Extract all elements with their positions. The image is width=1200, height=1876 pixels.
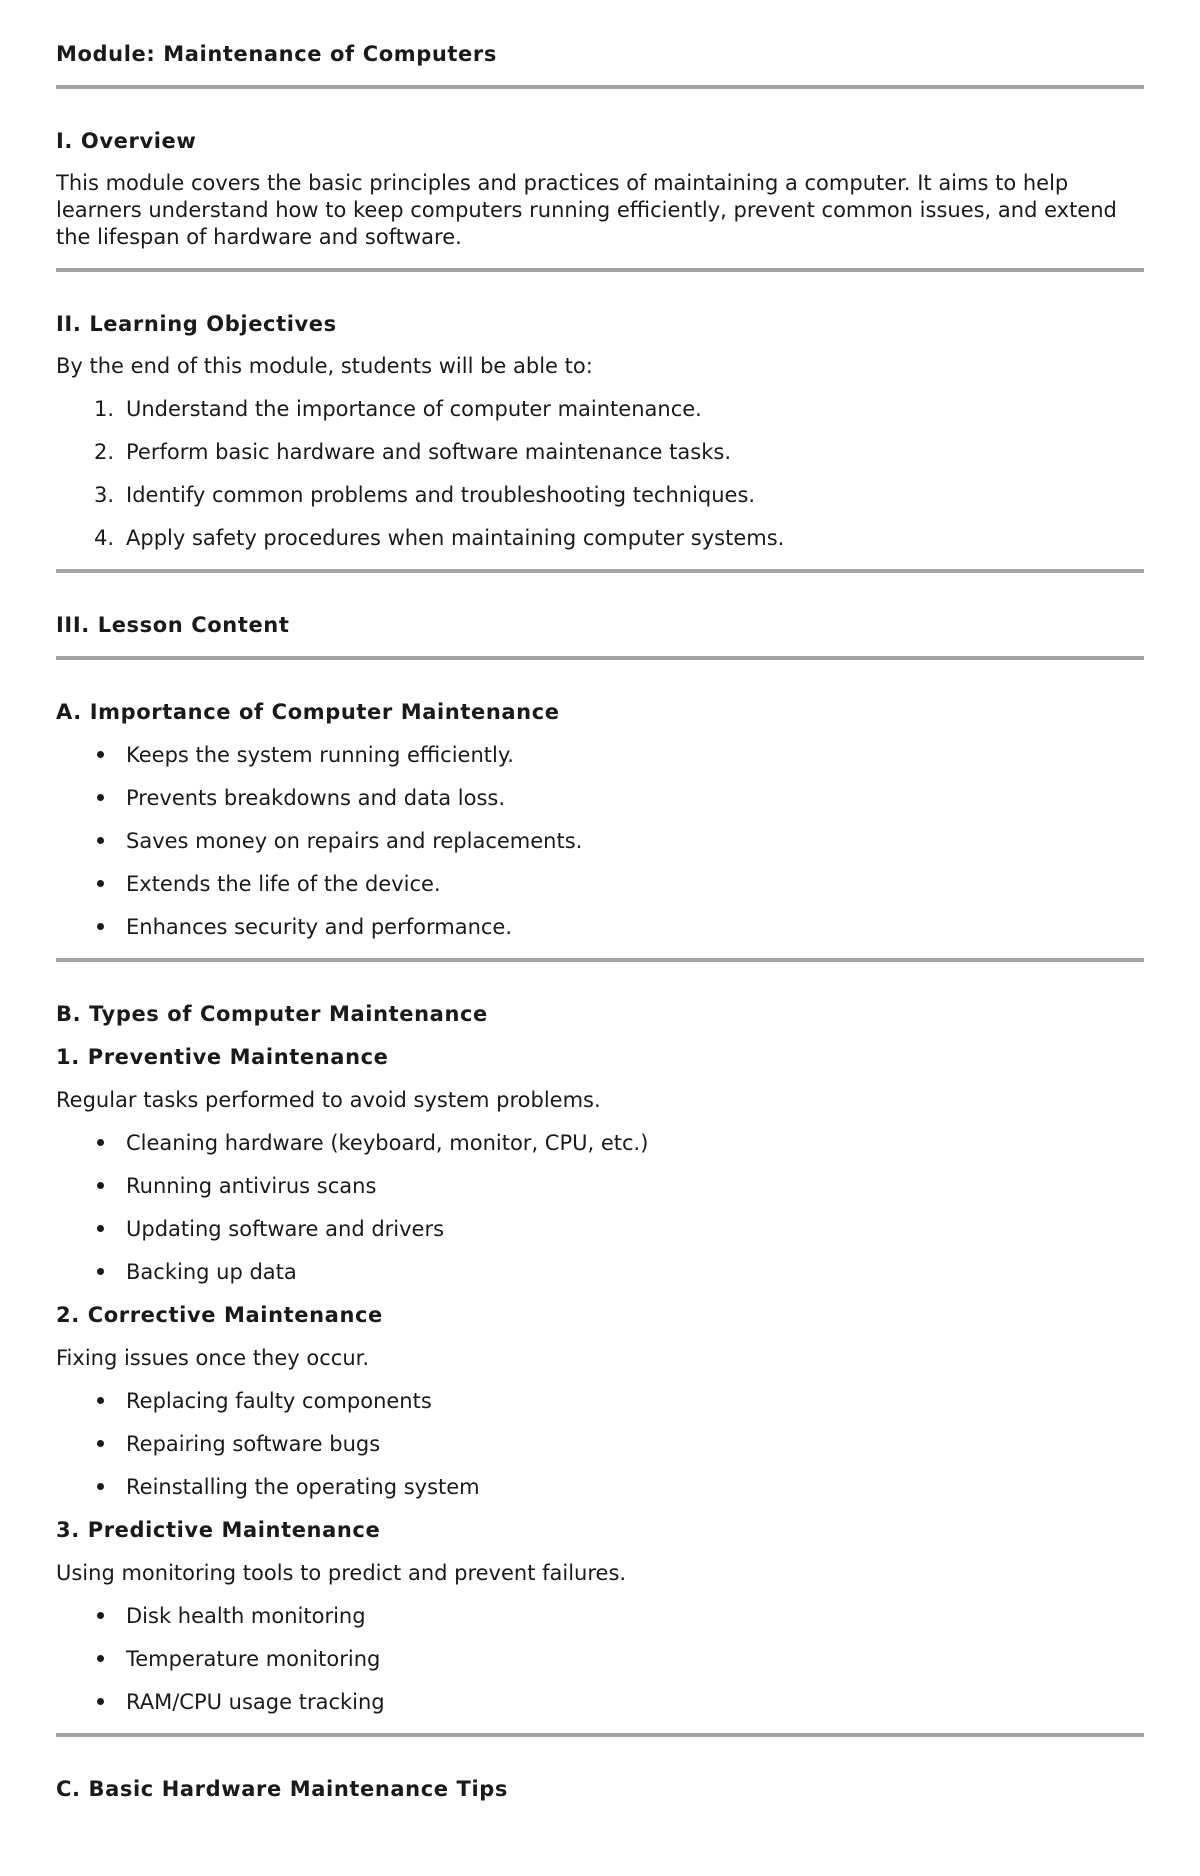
overview-text: This module covers the basic principles and practices of maintaining a computer. It aims to help learners understand how to keep computers running efficiently, prevent common issues, and extend the lifespan of hardware and software. xyxy=(56,171,1117,249)
importance-list xyxy=(56,742,1144,941)
list-item-text: Enhances security and performance. xyxy=(126,915,513,939)
list-number: 3. xyxy=(93,483,114,507)
list-item-text: Repairing software bugs xyxy=(126,1432,381,1456)
bullet-icon xyxy=(92,1646,108,1673)
document-page xyxy=(0,41,1200,1803)
preventive-desc: Regular tasks performed to avoid system problems. xyxy=(56,1088,601,1112)
corrective-desc: Fixing issues once they occur. xyxy=(56,1346,370,1370)
list-item xyxy=(56,1431,1144,1458)
bullet-icon xyxy=(92,1388,108,1415)
list-item xyxy=(56,482,1144,509)
predictive-heading: 3. Predictive Maintenance xyxy=(56,1518,381,1542)
objectives-heading: II. Learning Objectives xyxy=(56,312,337,336)
list-item-text: Replacing faulty components xyxy=(126,1389,432,1413)
divider xyxy=(56,656,1144,660)
lesson-heading: III. Lesson Content xyxy=(56,613,290,637)
list-item-text: Saves money on repairs and replacements. xyxy=(126,829,583,853)
types-heading: B. Types of Computer Maintenance xyxy=(56,1002,488,1026)
list-item xyxy=(56,1689,1144,1716)
list-item-text: Perform basic hardware and software maintenance tasks. xyxy=(126,440,732,464)
corrective-list xyxy=(56,1388,1144,1501)
importance-heading: A. Importance of Computer Maintenance xyxy=(56,700,560,724)
objectives-list xyxy=(56,396,1144,552)
list-item-text: Keeps the system running efficiently. xyxy=(126,743,514,767)
list-item xyxy=(56,914,1144,941)
list-item xyxy=(56,525,1144,552)
list-item-text: Identify common problems and troubleshooting techniques. xyxy=(126,483,756,507)
list-item xyxy=(56,1646,1144,1673)
preventive-list xyxy=(56,1130,1144,1286)
preventive-heading: 1. Preventive Maintenance xyxy=(56,1045,389,1069)
list-item xyxy=(56,871,1144,898)
overview-heading: I. Overview xyxy=(56,129,197,153)
hardware-tips-heading: C. Basic Hardware Maintenance Tips xyxy=(56,1777,508,1801)
list-item-text: Backing up data xyxy=(126,1260,297,1284)
divider xyxy=(56,85,1144,89)
bullet-icon xyxy=(92,1431,108,1458)
list-item xyxy=(56,1173,1144,1200)
bullet-icon xyxy=(92,1603,108,1630)
predictive-desc: Using monitoring tools to predict and prevent failures. xyxy=(56,1561,627,1585)
bullet-icon xyxy=(92,1474,108,1501)
list-item-text: Apply safety procedures when maintaining computer systems. xyxy=(126,526,785,550)
divider xyxy=(56,1733,1144,1737)
list-item xyxy=(56,1130,1144,1157)
bullet-icon xyxy=(92,1216,108,1243)
list-item xyxy=(56,742,1144,769)
list-number: 2. xyxy=(93,440,114,464)
bullet-icon xyxy=(92,871,108,898)
list-item-text: Prevents breakdowns and data loss. xyxy=(126,786,506,810)
list-item xyxy=(56,1474,1144,1501)
objectives-intro: By the end of this module, students will be able to: xyxy=(56,354,593,378)
bullet-icon xyxy=(92,1130,108,1157)
list-item xyxy=(56,785,1144,812)
corrective-heading: 2. Corrective Maintenance xyxy=(56,1303,383,1327)
predictive-list xyxy=(56,1603,1144,1716)
list-item-text: Updating software and drivers xyxy=(126,1217,445,1241)
list-item xyxy=(56,1603,1144,1630)
list-number: 1. xyxy=(93,397,114,421)
list-item-text: Running antivirus scans xyxy=(126,1174,377,1198)
divider xyxy=(56,268,1144,272)
list-item-text: Reinstalling the operating system xyxy=(126,1475,480,1499)
list-item xyxy=(56,1259,1144,1286)
divider xyxy=(56,958,1144,962)
list-item-text: Temperature monitoring xyxy=(126,1647,381,1671)
list-item-text: Cleaning hardware (keyboard, monitor, CPU, etc.) xyxy=(126,1131,649,1155)
bullet-icon xyxy=(92,785,108,812)
list-item-text: RAM/CPU usage tracking xyxy=(126,1690,385,1714)
bullet-icon xyxy=(92,742,108,769)
list-item xyxy=(56,1216,1144,1243)
bullet-icon xyxy=(92,1173,108,1200)
list-number: 4. xyxy=(93,526,114,550)
bullet-icon xyxy=(92,828,108,855)
list-item xyxy=(56,1388,1144,1415)
module-title: Module: Maintenance of Computers xyxy=(56,42,497,66)
list-item xyxy=(56,828,1144,855)
divider xyxy=(56,569,1144,573)
list-item-text: Understand the importance of computer maintenance. xyxy=(126,397,702,421)
list-item xyxy=(56,396,1144,423)
bullet-icon xyxy=(92,914,108,941)
list-item-text: Extends the life of the device. xyxy=(126,872,441,896)
bullet-icon xyxy=(92,1259,108,1286)
list-item-text: Disk health monitoring xyxy=(126,1604,366,1628)
list-item xyxy=(56,439,1144,466)
bullet-icon xyxy=(92,1689,108,1716)
